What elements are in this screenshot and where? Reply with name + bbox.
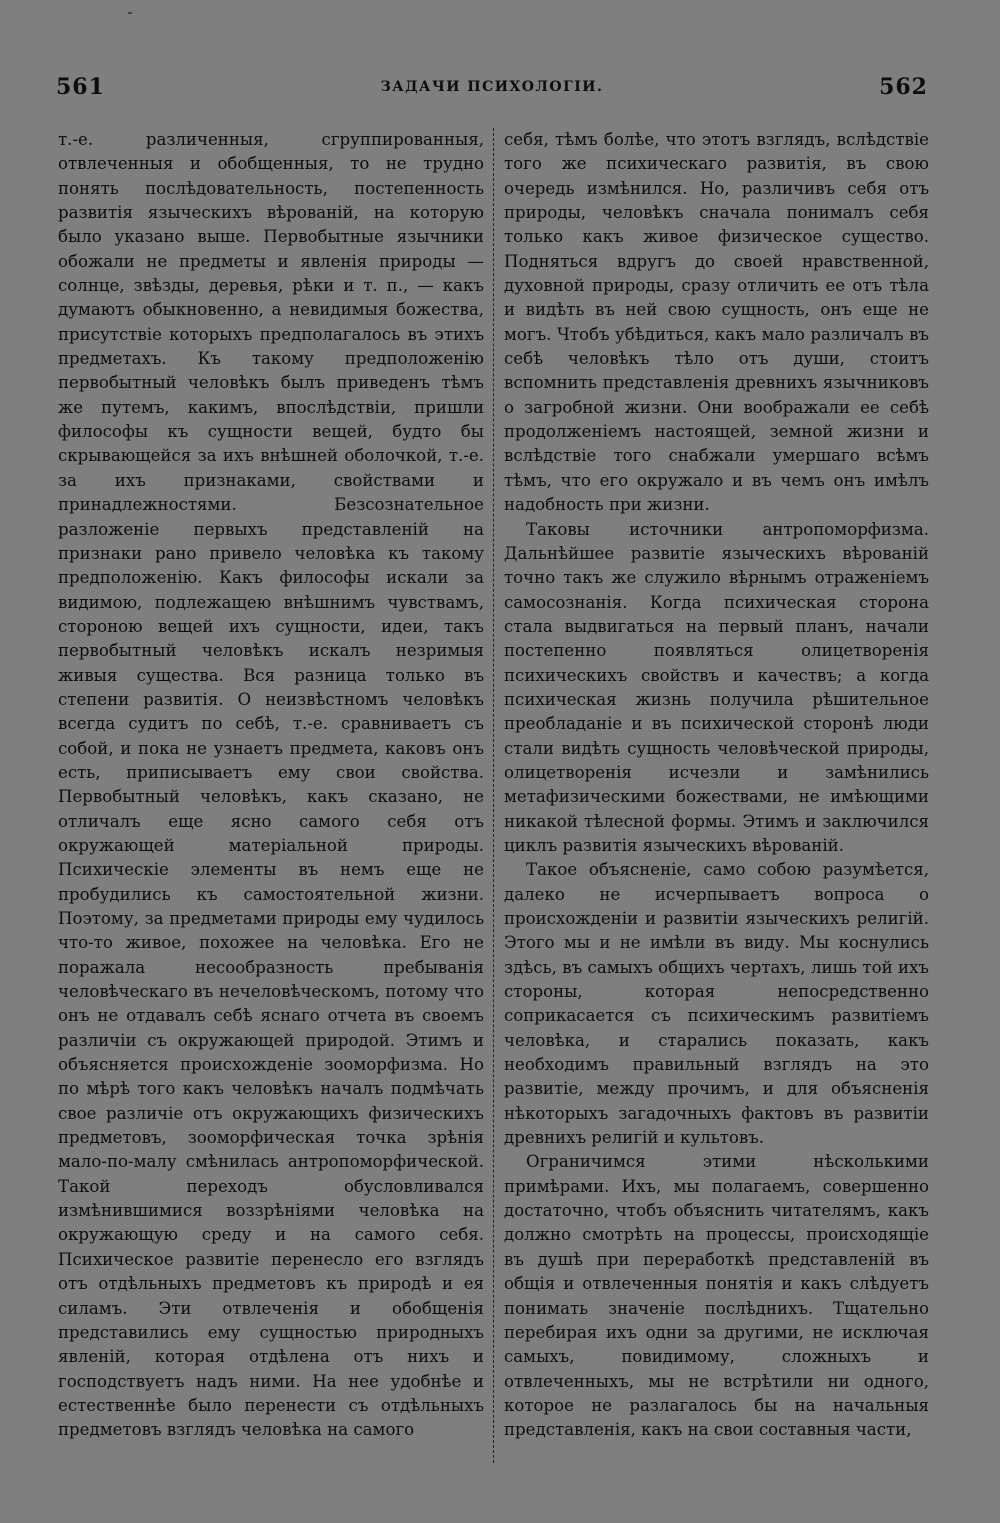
left-paragraph-1: т.-е. различенныя, сгруппированныя, отвлеченныя и обобщенныя, то не трудно понять послѣдовательность, постепенность развитія языческихъ вѣрованій, на которую было указано выше. Первобытные язычники обожали не предметы и явленія природы — солнце, звѣзды, деревья, рѣки и т. п., — какъ думаютъ обыкновенно, а невидимыя божества, присутствіе которыхъ предполагалось въ этихъ предметахъ. Къ такому предположенію первобытный человѣкъ былъ приведенъ тѣмъ же путемъ, какимъ, впослѣдствіи, пришли философы къ сущности вещей, будто бы скрывающейся за ихъ внѣшней оболочкой, т.-е. за ихъ признаками, свойствами и принадлежностями. Безсознательное разложеніе первыхъ представленій на признаки рано привело человѣка къ такому предположенію. Какъ философы искали за видимою, подлежащею внѣшнимъ чувствамъ, стороною вещей ихъ сущности, идеи, такъ первобытный человѣкъ искалъ незримыя живыя существа. Вся разница только въ степени развитія. О неизвѣстномъ человѣкъ всегда судитъ по себѣ, т.-е. сравниваетъ съ собой, и пока не узнаетъ предмета, каковъ онъ есть, приписываетъ ему свои свойства. Первобытный человѣкъ, какъ сказано, не отличалъ еще ясно самого себя отъ окружающей матеріальной природы. Психическіе элементы въ немъ еще не пробудились къ самостоятельной жизни. Поэтому, за предметами природы ему чудилось что-то живое, похожее на человѣка. Его не поражала несообразность пребыванія человѣческаго въ нечеловѣческомъ, потому что онъ не отдавалъ себѣ яснаго отчета въ своемъ различіи съ окружающей природой. Этимъ и объясняется происхожденіе зооморфизма. Но по мѣрѣ того какъ человѣкъ началъ подмѣчать свое различіе отъ окружающихъ физическихъ предметовъ, зооморфическая точка зрѣнія мало-по-малу смѣнилась антропоморфической. Такой переходъ обусловливался измѣнившимися воззрѣніями человѣка на окружающую среду и на самого себя. Психическое развитіе перенесло его взглядъ отъ отдѣльныхъ предметовъ къ природѣ и ея силамъ. Эти отвлеченія и обобщенія представились ему сущностью природныхъ явленій, которая отдѣлена отъ нихъ и господствуетъ надъ ними. На нее удобнѣе и естественнѣе было перенести съ отдѣльныхъ предметовъ взглядъ человѣка на самого bbox=[58, 130, 484, 1440]
right-paragraph-2: Таковы источники антропоморфизма. Дальнѣйшее развитіе языческихъ вѣрованій точно такъ же служило вѣрнымъ отраженіемъ самосознанія. Когда психическая сторона стала выдвигаться на первый планъ, начали постепенно появляться олицетворенія психическихъ свойствъ и качествъ; а когда психическая жизнь получила рѣшительное преобладаніе и въ психической сторонѣ люди стали видѣть сущность человѣческой природы, олицетворенія исчезли и замѣнились метафизическими божествами, не имѣющими никакой тѣлесной формы. Этимъ и заключился циклъ развитія языческихъ вѣрованій. bbox=[504, 519, 929, 855]
right-column bbox=[504, 128, 929, 1468]
running-title: ЗАДАЧИ ПСИХОЛОГIИ. bbox=[380, 79, 604, 95]
print-speck bbox=[128, 12, 132, 14]
page-number-left: 561 bbox=[56, 74, 105, 100]
right-paragraph-1: себя, тѣмъ болѣе, что этотъ взглядъ, вслѣдствіе того же психическаго развитія, въ свою очередь измѣнился. Но, различивъ себя отъ природы, человѣкъ сначала понималъ себя только какъ живое физическое существо. Подняться вдругъ до своей нравственной, духовной природы, сразу отличить ее отъ тѣла и видѣть въ ней свою сущность, онъ еще не могъ. Чтобъ убѣдиться, какъ мало различалъ въ себѣ человѣкъ тѣло отъ души, стоитъ вспомнить представленія древнихъ язычниковъ о загробной жизни. Они воображали ее себѣ продолженіемъ настоящей, земной жизни и вслѣдствіе того снабжали умершаго всѣмъ тѣмъ, что его окружало и въ чемъ онъ имѣлъ надобность при жизни. bbox=[504, 130, 929, 515]
right-paragraph-4: Ограничимся этими нѣсколькими примѣрами. Ихъ, мы полагаемъ, совершенно достаточно, чтобъ объяснить читателямъ, какъ должно смотрѣть на процессы, происходящіе въ душѣ при переработкѣ представленій въ общія и отвлеченныя понятія и какъ слѣдуетъ понимать значеніе послѣднихъ. Тщательно перебирая ихъ одни за другими, не исключая самыхъ, повидимому, сложныхъ и отвлеченныхъ, мы не встрѣтили ни одного, которое не разлагалось бы на начальныя представленія, какъ на свои составныя части, bbox=[504, 1152, 929, 1440]
running-header bbox=[56, 70, 928, 104]
page-number-right: 562 bbox=[879, 74, 928, 100]
column-divider bbox=[493, 128, 494, 1463]
right-paragraph-3: Такое объясненіе, само собою разумѣется, далеко не исчерпываетъ вопроса о происхожденіи и развитіи языческихъ религій. Этого мы и не имѣли въ виду. Мы коснулись здѣсь, въ самыхъ общихъ чертахъ, лишь той ихъ стороны, которая непосредственно соприкасается съ психическимъ развитіемъ человѣка, и старались показать, какъ необходимъ правильный взглядъ на это развитіе, между прочимъ, и для объясненія нѣкоторыхъ загадочныхъ фактовъ въ развитіи древнихъ религій и культовъ. bbox=[504, 860, 929, 1148]
left-column bbox=[58, 128, 484, 1468]
